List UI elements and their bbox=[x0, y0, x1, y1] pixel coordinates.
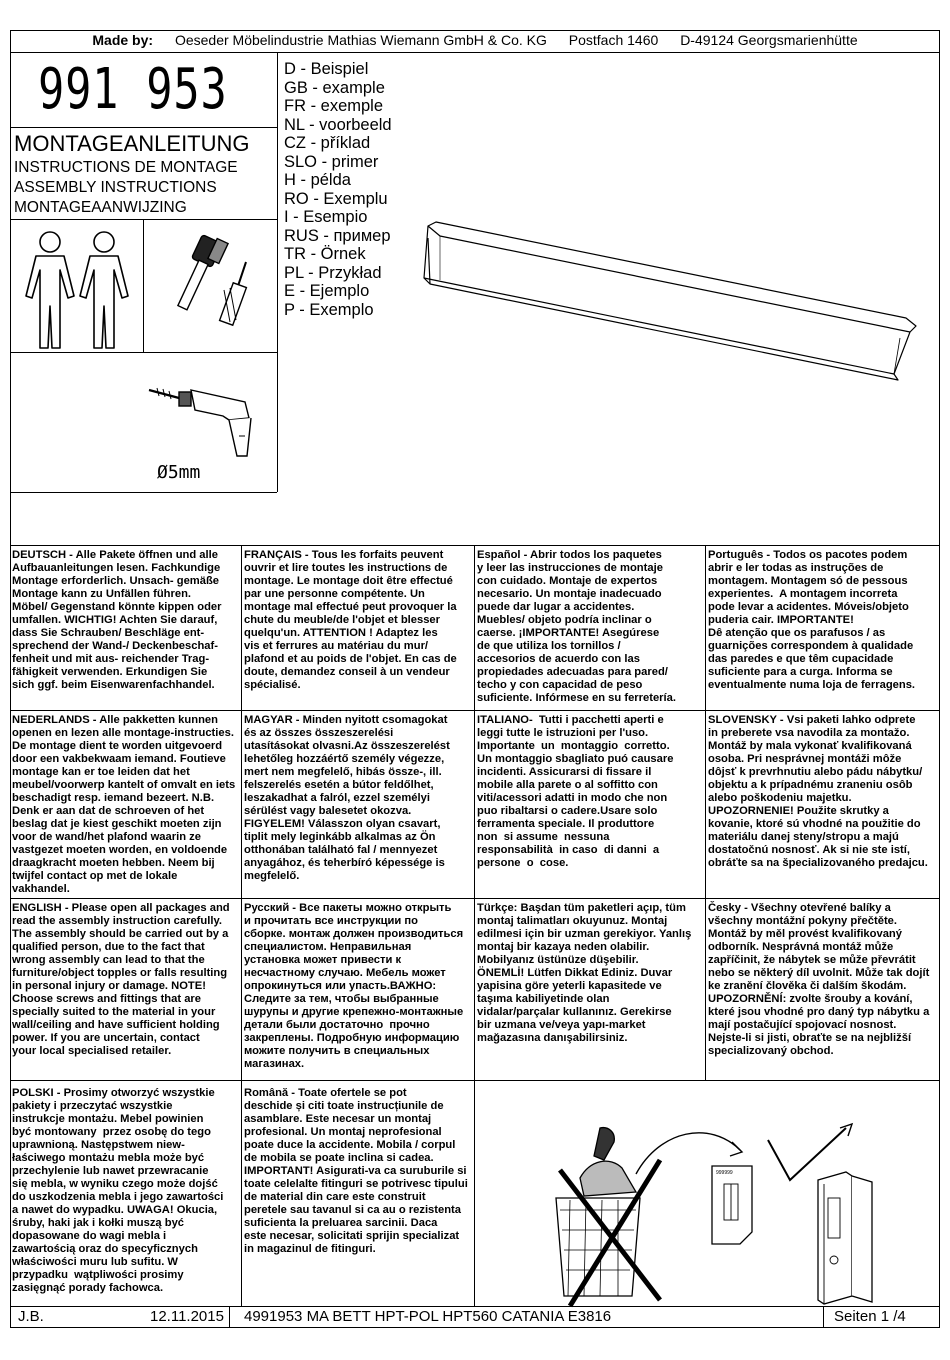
instructions-es: Español - Abrir todos los paquetes y leer las instrucciones de montaje con cuidado. Montaje de expertos necesario. Un montaje inadecuado puede dar lugar a accidentes. Muebles/ objeto podría inclinar o caerse. ¡IMPORTANTE! Asegúrese de que utiliza los tornillos / accesorios de acuerdo con las propiedades adecuadas para pared/ techo y con capacidad de peso suficiente. Infórmese en su ferretería. bbox=[477, 549, 676, 704]
language-item: P - Exemplo bbox=[284, 300, 374, 319]
instructions-pl: POLSKI - Prosimy otworzyć wszystkie pakiety i przeczytać wszystkie instrukcje montażu. Mebel powinien być montowany przez osobę do tego uprawnioną. Następstwem niew- łaściwego montażu mebla może być przechylenie lub nawet przewracanie się mebla, w wyniku czego może dojść do uszkodzenia mebla i jego zawartości a nawet do wypadku. UWAGA! Okucia, śruby, haki jak i kołki muszą być dopasowane do wagi mebla i zawartością oraz do specyficznych właściwości muru lub sufitu. W przypadku wątpliwości prosimy zasięgnąć porady fachowca. bbox=[12, 1087, 224, 1294]
footer-pages: Seiten 1 /4 bbox=[834, 1308, 906, 1325]
instructions-pt: Português - Todos os pacotes podem abrir e ler todas as instruções de montagem. Montagem só de pessous experientes. A montagem incorreta pode levar a acidentes. Móveis/objeto puderia cair. IMPORTANTE! Dê atenção que os parafusos / as guarnições correspondem à qualidade das paredes e que têm cupacidade suficiente para a curga. Informa se eventualmente numa loja de ferragens. bbox=[708, 549, 916, 691]
made-by-label: Made by: bbox=[92, 32, 154, 48]
hammer-screwdriver-icon bbox=[150, 226, 274, 350]
language-item: RUS - пример bbox=[284, 226, 391, 245]
instructions-hu: MAGYAR - Minden nyitott csomagokat és az összes összeszerelési utasításokat olvasni.Az összeszerelést lehetőleg hozzáértő személy végezze, mert nem megfelelő, hibás össze-, ill. felszerelés esetén a bútor feldőlhet, leszakadhat a falról, ezzel személyi sérülést vagy balesetet okozva. FIGYELEM! Válasszon olyan csavart, tiplit mely leginkább alkalmas az Ön otthonában található fal / mennyezet anyagához, és teherbíró képessége is megfelelő. bbox=[244, 714, 450, 882]
language-item: FR - exemple bbox=[284, 97, 384, 115]
language-item: H - példa bbox=[284, 171, 351, 189]
tools-divider bbox=[10, 352, 277, 353]
language-item: GB - example bbox=[284, 78, 385, 97]
document-number: 991 953 bbox=[38, 57, 228, 122]
instructions-ru: Русский - Все пакеты можно открыть и прочитать все инструкции по сборке. монтаж должен производиться специалистом. Неправильная установка может привести к несчастному случаю. Мебель может опрокинуться или упасть.ВАЖНО: Следите за тем, чтобы выбранные шурупы и другие крепежно-монтажные детали были достаточно прочно закреплены. Подробную информацию можите получить в специальных магазинах. bbox=[244, 902, 464, 1070]
footer-date: 12.11.2015 bbox=[150, 1308, 224, 1325]
col-divider-3 bbox=[705, 545, 706, 1080]
title-nl: MONTAGEAANWIJZING bbox=[14, 199, 187, 216]
footer-col-divider-1 bbox=[229, 1306, 230, 1328]
row-divider-1 bbox=[10, 710, 940, 711]
checkmark-icon bbox=[768, 1128, 846, 1180]
instructions-ro: Română - Toate ofertele se pot deschide și citi toate instrucțiunile de asamblare. Este necesar un montaj profesional. Un montaj neprofesional poate duce la accidente. Mobila / corpul de mobila se poate inclina si cadea. IMPORTANT! Asigurati-va ca suruburile si toate celelalte fitinguri se potrivesc tipului de material din care este construit peretele sau tavanul si ca au o rezistenta suficienta la preluarea sarcinii. Daca este necesar, solicitati sprijin specializat in magazinul de fitinguri. bbox=[244, 1087, 468, 1255]
title-montageanleitung: MONTAGEANLEITUNG bbox=[14, 131, 250, 156]
language-item: SLO - primer bbox=[284, 152, 379, 171]
keep-instructions-illustration bbox=[540, 1120, 940, 1320]
footer-doc-info: 4991953 MA BETT HPT-POL HPT560 CATANIA E3816 bbox=[244, 1308, 612, 1325]
language-item: NL - voorbeeld bbox=[284, 115, 392, 134]
icon-divider bbox=[143, 219, 144, 352]
row-divider-3 bbox=[10, 1080, 940, 1081]
language-item: RO - Exemplu bbox=[284, 189, 388, 208]
language-item: E - Ejemplo bbox=[284, 282, 370, 300]
postfach: Postfach 1460 bbox=[568, 32, 659, 48]
docnum-divider bbox=[10, 127, 277, 128]
instructions-cz: Česky - Všechny otevřené balíky a všechny montážní pokyny přečtěte. Montáž by měl provést kvalifikovaný odborník. Nesprávná montáž může zapříčinit, že nábytek se může převrátit nebo se některý díl uvolnit. Může tak dojít ke zranění člověka či dalším škodám. UPOZORNĚNÍ: zvolte šrouby a kování, které jsou vhodné pro daný typ nábytku a mají postačující spojovací nosnost. Nejste-li si jisti, obraťte se na nejbližší specializovaný obchod. bbox=[708, 902, 930, 1057]
manufacturer-header bbox=[0, 31, 950, 49]
language-item: PL - Przykład bbox=[284, 263, 382, 282]
address: D-49124 Georgsmarienhütte bbox=[680, 32, 858, 48]
company-name: Oeseder Möbelindustrie Mathias Wiemann GmbH & Co. KG bbox=[174, 32, 547, 48]
instructions-de: DEUTSCH - Alle Pakete öffnen und alle Aufbauanleitungen lesen. Fachkundige Montage erforderlich. Unsach- gemäße Montage kann zu Unfällen führen. Möbel/ Gegenstand könnte kippen oder umfallen. WICHTIG! Achten Sie darauf, dass Sie Schrauben/ Beschläge ent- sprechend der Wand-/ Deckenbeschaf- fenheit und mit aus- reichender Trag- fähigkeit verwenden. Erkundigen Sie sich ggf. beim Eisenwarenfachhandel. bbox=[12, 549, 222, 691]
shelf-board-drawing bbox=[400, 218, 930, 398]
instructions-nl: NEDERLANDS - Alle pakketten kunnen openen en lezen alle montage-instructies. De montage dient te worden uitgevoerd door een vakbekwaam iemand. Foutieve montage kan er toe leiden dat het meubel/voorwerp kantelt of omvalt en iets beschadigt resp. iemand bezeert. N.B. Denk er aan dat de schroeven of het beslag dat je kiest geschikt moeten zijn voor de wand/het plafond waarin ze vastgezet moeten worden, en voldoende draagkracht moeten hebben. Neem bij twijfel contact op met de lokale vakhandel. bbox=[12, 714, 236, 895]
title-gb: ASSEMBLY INSTRUCTIONS bbox=[14, 179, 217, 196]
left-panel-divider bbox=[277, 52, 278, 492]
col-divider-2 bbox=[474, 545, 475, 1306]
drill-icon bbox=[145, 376, 265, 460]
language-item: D - Beispiel bbox=[284, 60, 369, 78]
language-item: I - Esempio bbox=[284, 208, 368, 226]
instructions-tr: Türkçe: Başdan tüm paketleri açıp, tüm montaj talimatları okuyunuz. Montaj edilmesi için bir uzman gerekiyor. Yanlış montaj bir kazaya neden olabilir. Mobilyanız üstünüze düşebilir. ÖNEMLİ! Lütfen Dikkat Ediniz. Duvar yapisina göre yeterli kapasitede ve taşıma kabiliyetinde olan vidalar/parçalar kullanınız. Gerekirse bir uzmana ve/veya yapı-market mağazasına danışabilirsiniz. bbox=[477, 902, 692, 1044]
text-section-top bbox=[10, 545, 940, 546]
row-divider-2 bbox=[10, 898, 940, 899]
footer-initials: J.B. bbox=[18, 1308, 44, 1325]
language-item: CZ - příklad bbox=[284, 134, 371, 152]
instructions-sk: SLOVENSKY - Vsi paketi lahko odprete in preberete vsa navodila za montažo. Montáž by mala vykonať kvalifikovaná osoba. Pri nesprávnej montáži môže dôjsť k prevrhnutiu alebo pádu nábytku/ objektu a k prípadnému zraneniu osôb alebo poškodeniu majetku. UPOZORNENIE! Použite skrutky a kovanie, ktoré sú vhodné na použitie do materiálu danej steny/stropu a majú dostatočnú nosnosť. Ak si nie ste istí, obráťte sa na špecializovaného predajcu. bbox=[708, 714, 928, 869]
language-list bbox=[284, 60, 392, 319]
instructions-en: ENGLISH - Please open all packages and read the assembly instruction carefully. The assembly should be carried out by a qualified person, due to the fact that wrong assembly can lead to that the furniture/object topples or falls resulting in personal injury or damage. NOTE! Choose screws and fittings that are specially suited to the material in your wall/ceiling and have sufficient holding power. If you are uncertain, contact your local specialised retailer. bbox=[12, 902, 230, 1057]
col-divider-1 bbox=[241, 545, 242, 1306]
drill-size-label: Ø5mm bbox=[157, 462, 201, 483]
drill-divider bbox=[10, 492, 277, 493]
drill-left-border bbox=[10, 352, 11, 492]
title-fr: INSTRUCTIONS DE MONTAGE bbox=[14, 159, 238, 176]
language-item: TR - Örnek bbox=[284, 245, 366, 263]
document-code-text: 999999 bbox=[716, 1170, 733, 1176]
header-divider bbox=[10, 52, 940, 53]
instructions-it: ITALIANO- Tutti i pacchetti aperti e leggi tutte le istruzioni per l'uso. Importante un montaggio corretto. Un montaggio sbagliato puó causare incidenti. Assicurarsi di fissare il mobile alla parete o al soffitto con viti/acessori adatti in modo che non puo ribaltarsi o cadere.Usare solo ferramenta speciale. Il produttore non si assume nessuna responsabilità in caso di danni a persone o cose. bbox=[477, 714, 674, 869]
instructions-fr: FRANÇAIS - Tous les forfaits peuvent ouvrir et lire toutes les instructions de montage. Le montage doit être effectué par une personne compétente. Un montage mal effectué peut provoquer la chute du meuble/de l'objet et blesser quelqu'un. ATTENTION ! Adaptez les vis et ferrures au matériau du mur/ plafond et au poids de l'objet. En cas de doute, demandez conseil à un vendeur spécialisé. bbox=[244, 549, 457, 691]
two-persons-icon bbox=[14, 226, 140, 350]
